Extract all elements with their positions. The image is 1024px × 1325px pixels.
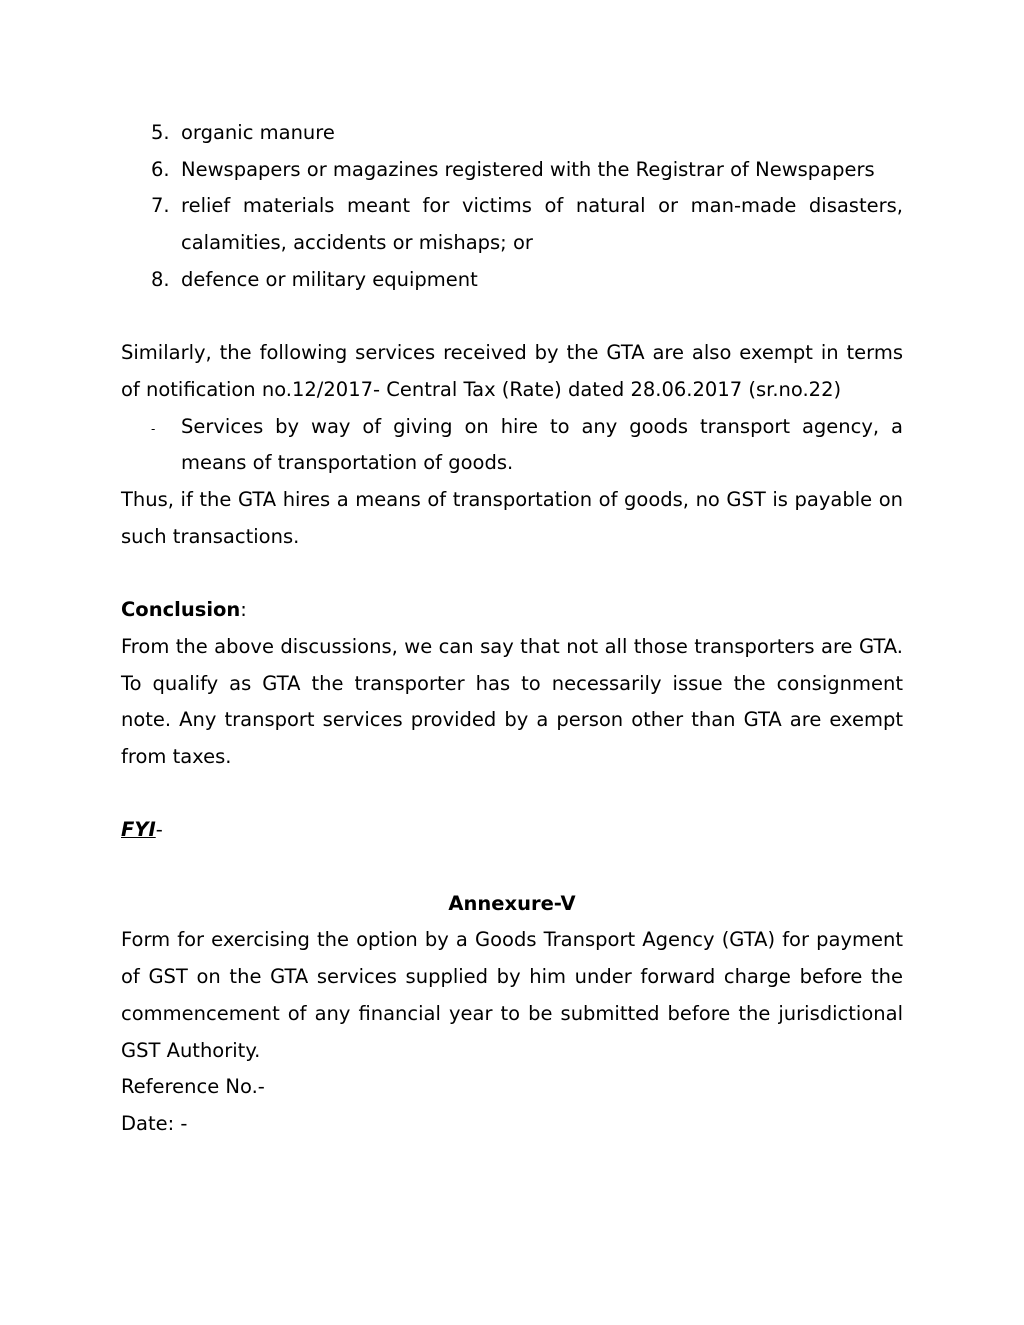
reference-number: Reference No.-	[121, 1075, 265, 1099]
list-text: defence or military equipment	[181, 267, 478, 291]
thus-paragraph: Thus, if the GTA hires a means of transportation of goods, no GST is payable on such transactions.	[121, 488, 903, 548]
conclusion-heading-line	[121, 592, 903, 629]
list-number: 6.	[151, 157, 170, 181]
similarly-paragraph: Similarly, the following services received by the GTA are also exempt in terms of notification no.12/2017- Central Tax (Rate) dated 28.06.2017 (sr.no.22)	[121, 341, 903, 401]
bullet-text: Services by way of giving on hire to any goods transport agency, a means of transportation of goods.	[181, 414, 903, 475]
date-line: Date: -	[121, 1111, 188, 1135]
spacer	[121, 776, 903, 813]
list-item	[121, 115, 903, 152]
list-number: 8.	[151, 267, 170, 291]
list-number: 7.	[151, 194, 170, 218]
spacer	[121, 849, 903, 886]
list-text: Newspapers or magazines registered with the Registrar of Newspapers	[181, 157, 875, 181]
spacer	[121, 299, 903, 336]
list-item	[121, 188, 903, 261]
conclusion-colon: :	[240, 598, 247, 622]
list-item	[121, 262, 903, 299]
dash-marker: -	[151, 421, 156, 436]
fyi-line	[121, 812, 903, 849]
spacer	[121, 555, 903, 592]
list-number: 5.	[151, 121, 170, 144]
document-page	[121, 115, 903, 1143]
conclusion-heading: Conclusion	[121, 598, 241, 622]
list-text: relief materials meant for victims of natural or man-made disasters, calamities, accidents or mishaps; or	[181, 194, 903, 255]
list-text: organic manure	[181, 121, 335, 144]
annexure-title: Annexure-V	[448, 891, 576, 915]
conclusion-paragraph: From the above discussions, we can say that not all those transporters are GTA. To qualify as GTA the transporter has to necessarily issue the consignment note. Any transport services provided by a person other than GTA are exempt from taxes.	[121, 634, 903, 768]
bullet-item	[121, 409, 903, 482]
fyi-suffix: -	[155, 818, 163, 842]
list-item	[121, 152, 903, 189]
fyi-label: FYI	[121, 818, 156, 842]
annexure-paragraph: Form for exercising the option by a Goods Transport Agency (GTA) for payment of GST on the GTA services supplied by him under forward charge before the commencement of any financial year to be submitted before the jurisdictional GST Authority.	[121, 928, 903, 1062]
